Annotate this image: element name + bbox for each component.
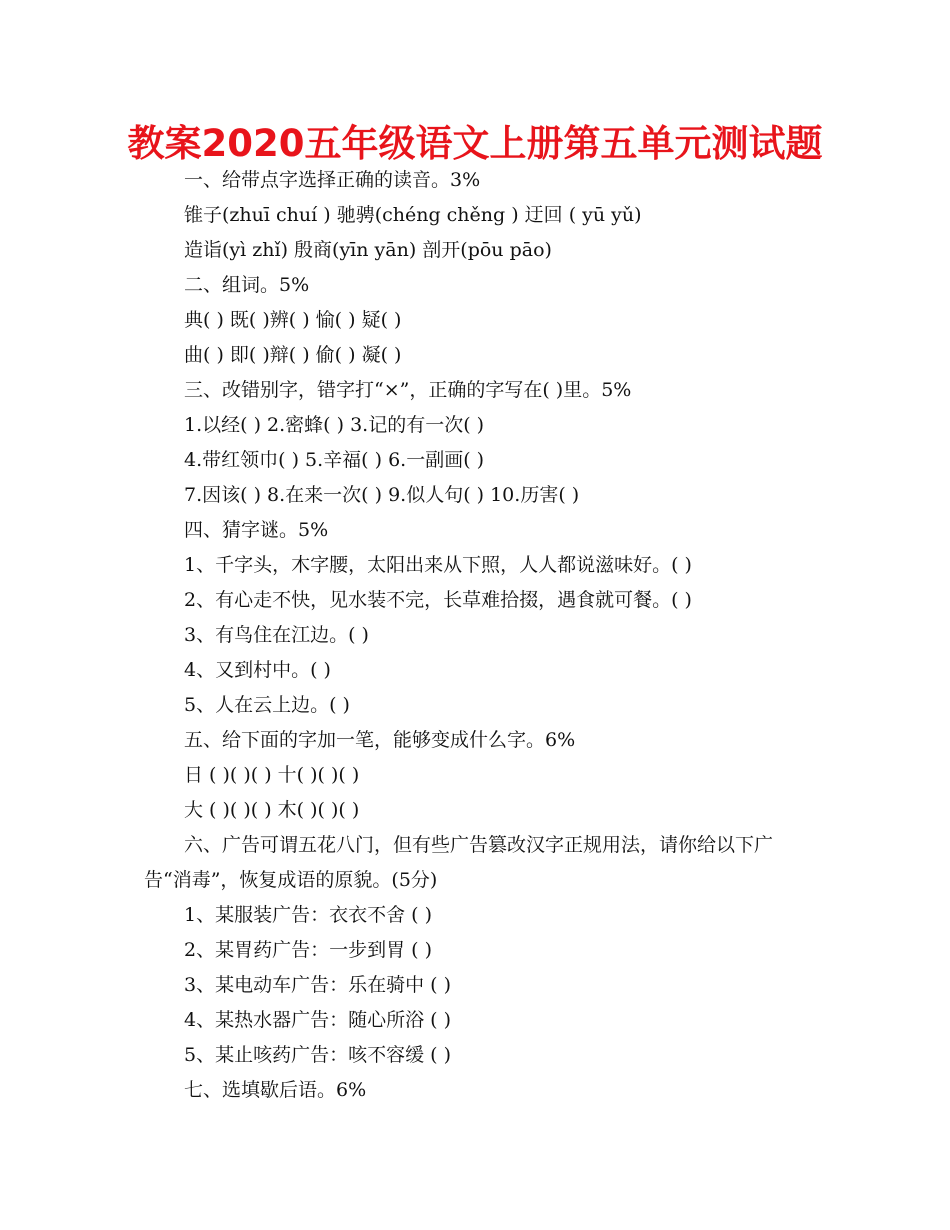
text-line: 4、又到村中。( ) bbox=[184, 659, 331, 681]
text-line: 造诣(yì zhǐ) 殷商(yīn yān) 剖开(pōu pāo) bbox=[184, 239, 552, 261]
document-body bbox=[144, 163, 814, 1108]
section-4-heading: 四、猜字谜。5% bbox=[184, 519, 329, 541]
text-line: 曲( ) 即( )辩( ) 偷( ) 凝( ) bbox=[184, 344, 402, 366]
text-line: 7.因该( ) 8.在来一次( ) 9.似人句( ) 10.历害( ) bbox=[184, 484, 580, 506]
section-1-heading: 一、给带点字选择正确的读音。3% bbox=[184, 169, 481, 191]
section-5-heading: 五、给下面的字加一笔，能够变成什么字。6% bbox=[184, 729, 576, 751]
section-3-heading: 三、改错别字，错字打“×”，正确的字写在( )里。5% bbox=[184, 379, 632, 401]
text-line: 3、有鸟住在江边。( ) bbox=[184, 624, 369, 646]
section-6-heading: 六、广告可谓五花八门，但有些广告篡改汉字正规用法，请你给以下广告“消毒”，恢复成语的原貌。(5分) bbox=[144, 834, 774, 891]
text-line: 1.以经( ) 2.密蜂( ) 3.记的有一次( ) bbox=[184, 414, 485, 436]
document-title: 教案2020五年级语文上册第五单元测试题 bbox=[127, 122, 823, 165]
text-line: 锥子(zhuī chuí ) 驰骋(chéng chěng ) 迂回 ( yū yǔ) bbox=[184, 204, 642, 226]
section-7-heading: 七、选填歇后语。6% bbox=[184, 1079, 367, 1101]
text-line: 2、有心走不快，见水装不完，长草难拾掇，遇食就可餐。( ) bbox=[184, 589, 692, 611]
text-line: 3、某电动车广告：乐在骑中 ( ) bbox=[184, 974, 451, 996]
text-line: 大 ( )( )( ) 木( )( )( ) bbox=[184, 799, 360, 821]
text-line: 日 ( )( )( ) 十( )( )( ) bbox=[184, 764, 360, 786]
text-line: 4.带红领巾( ) 5.辛福( ) 6.一副画( ) bbox=[184, 449, 485, 471]
text-line: 5、某止咳药广告：咳不容缓 ( ) bbox=[184, 1044, 451, 1066]
text-line: 典( ) 既( )辨( ) 愉( ) 疑( ) bbox=[184, 309, 402, 331]
text-line: 1、某服装广告：衣衣不舍 ( ) bbox=[184, 904, 432, 926]
section-2-heading: 二、组词。5% bbox=[184, 274, 310, 296]
text-line: 4、某热水器广告：随心所浴 ( ) bbox=[184, 1009, 451, 1031]
text-line: 1、千字头，木字腰，太阳出来从下照，人人都说滋味好。( ) bbox=[184, 554, 692, 576]
text-line: 5、人在云上边。( ) bbox=[184, 694, 350, 716]
text-line: 2、某胃药广告：一步到胃 ( ) bbox=[184, 939, 432, 961]
